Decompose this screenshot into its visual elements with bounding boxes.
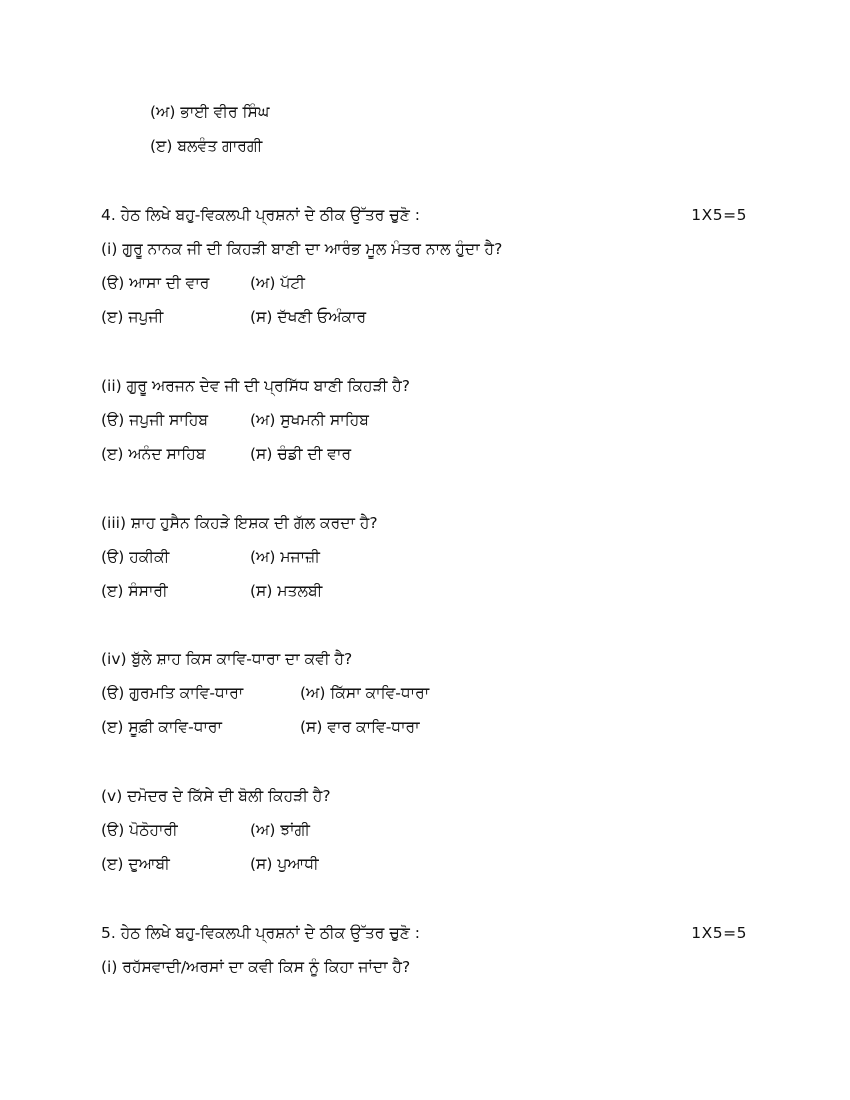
question-4-4: (iv) ਬੁੱਲੇ ਸ਼ਾਹ ਕਿਸ ਕਾਵਿ-ਧਾਰਾ ਦਾ ਕਵੀ ਹੈ? xyxy=(101,650,353,668)
carryover-option-c: (ੲ) ਬਲਵੰਤ ਗਾਰਗੀ xyxy=(150,137,263,155)
question-4-3: (iii) ਸ਼ਾਹ ਹੁਸੈਨ ਕਿਹੜੇ ਇਸ਼ਕ ਦੀ ਗੱਲ ਕਰਦਾ ਹੈ? xyxy=(101,514,378,532)
section4-marks: 1X5=5 xyxy=(691,206,747,224)
question-5-1: (i) ਰਹੱਸਵਾਦੀ/ਅਰਸਾਂ ਦਾ ਕਵੀ ਕਿਸ ਨੂੰ ਕਿਹਾ ਜਾਂਦਾ ਹੈ? xyxy=(101,958,411,976)
option-c: (ੲ) ਜਪੁਜੀ xyxy=(101,308,164,326)
carryover-option-b: (ਅ) ਭਾਈ ਵੀਰ ਸਿੰਘ xyxy=(150,103,270,121)
option-c: (ੲ) ਦੁਆਬੀ xyxy=(101,855,170,873)
option-c: (ੲ) ਅਨੰਦ ਸਾਹਿਬ xyxy=(101,445,206,463)
option-b: (ਅ) ਮਜਾਜ਼ੀ xyxy=(250,548,320,566)
section5-heading: 5. ਹੇਠ ਲਿਖੇ ਬਹੁ-ਵਿਕਲਪੀ ਪ੍ਰਸ਼ਨਾਂ ਦੇ ਠੀਕ ਉੱਤਰ ਚੁਣੋ : xyxy=(101,924,421,942)
question-4-2: (ii) ਗੁਰੂ ਅਰਜਨ ਦੇਵ ਜੀ ਦੀ ਪ੍ਰਸਿੱਧ ਬਾਣੀ ਕਿਹੜੀ ਹੈ? xyxy=(101,377,411,395)
option-a: (ੳ) ਗੁਰਮਤਿ ਕਾਵਿ-ਧਾਰਾ xyxy=(101,684,244,702)
option-d: (ਸ) ਵਾਰ ਕਾਵਿ-ਧਾਰਾ xyxy=(300,718,420,736)
question-4-1: (i) ਗੁਰੂ ਨਾਨਕ ਜੀ ਦੀ ਕਿਹੜੀ ਬਾਣੀ ਦਾ ਆਰੰਭ ਮੂਲ ਮੰਤਰ ਨਾਲ ਹੁੰਦਾ ਹੈ? xyxy=(101,240,503,258)
option-b: (ਅ) ਝਾਂਗੀ xyxy=(250,821,310,839)
option-d: (ਸ) ਚੰਡੀ ਦੀ ਵਾਰ xyxy=(250,445,352,463)
option-a: (ੳ) ਹਕੀਕੀ xyxy=(101,548,170,566)
option-b: (ਅ) ਕਿੱਸਾ ਕਾਵਿ-ਧਾਰਾ xyxy=(300,684,430,702)
option-d: (ਸ) ਮਤਲਬੀ xyxy=(250,582,323,600)
option-a: (ੳ) ਪੋਠੋਹਾਰੀ xyxy=(101,821,178,839)
option-d: (ਸ) ਦੱਖਣੀ ਓਅੰਕਾਰ xyxy=(250,308,367,326)
section5-marks: 1X5=5 xyxy=(691,924,747,942)
option-b: (ਅ) ਸੁਖਮਨੀ ਸਾਹਿਬ xyxy=(250,411,369,429)
option-c: (ੲ) ਸੂਫ਼ੀ ਕਾਵਿ-ਧਾਰਾ xyxy=(101,718,222,736)
section4-heading: 4. ਹੇਠ ਲਿਖੇ ਬਹੁ-ਵਿਕਲਪੀ ਪ੍ਰਸ਼ਨਾਂ ਦੇ ਠੀਕ ਉੱਤਰ ਚੁਣੋ : xyxy=(101,206,421,224)
option-d: (ਸ) ਪੁਆਧੀ xyxy=(250,855,319,873)
question-4-5: (v) ਦਮੋਦਰ ਦੇ ਕਿੱਸੇ ਦੀ ਬੋਲੀ ਕਿਹੜੀ ਹੈ? xyxy=(101,787,331,805)
option-b: (ਅ) ਪੱਟੀ xyxy=(250,274,305,292)
option-a: (ੳ) ਜਪੁਜੀ ਸਾਹਿਬ xyxy=(101,411,209,429)
option-c: (ੲ) ਸੰਸਾਰੀ xyxy=(101,582,168,600)
option-a: (ੳ) ਆਸਾ ਦੀ ਵਾਰ xyxy=(101,274,210,292)
